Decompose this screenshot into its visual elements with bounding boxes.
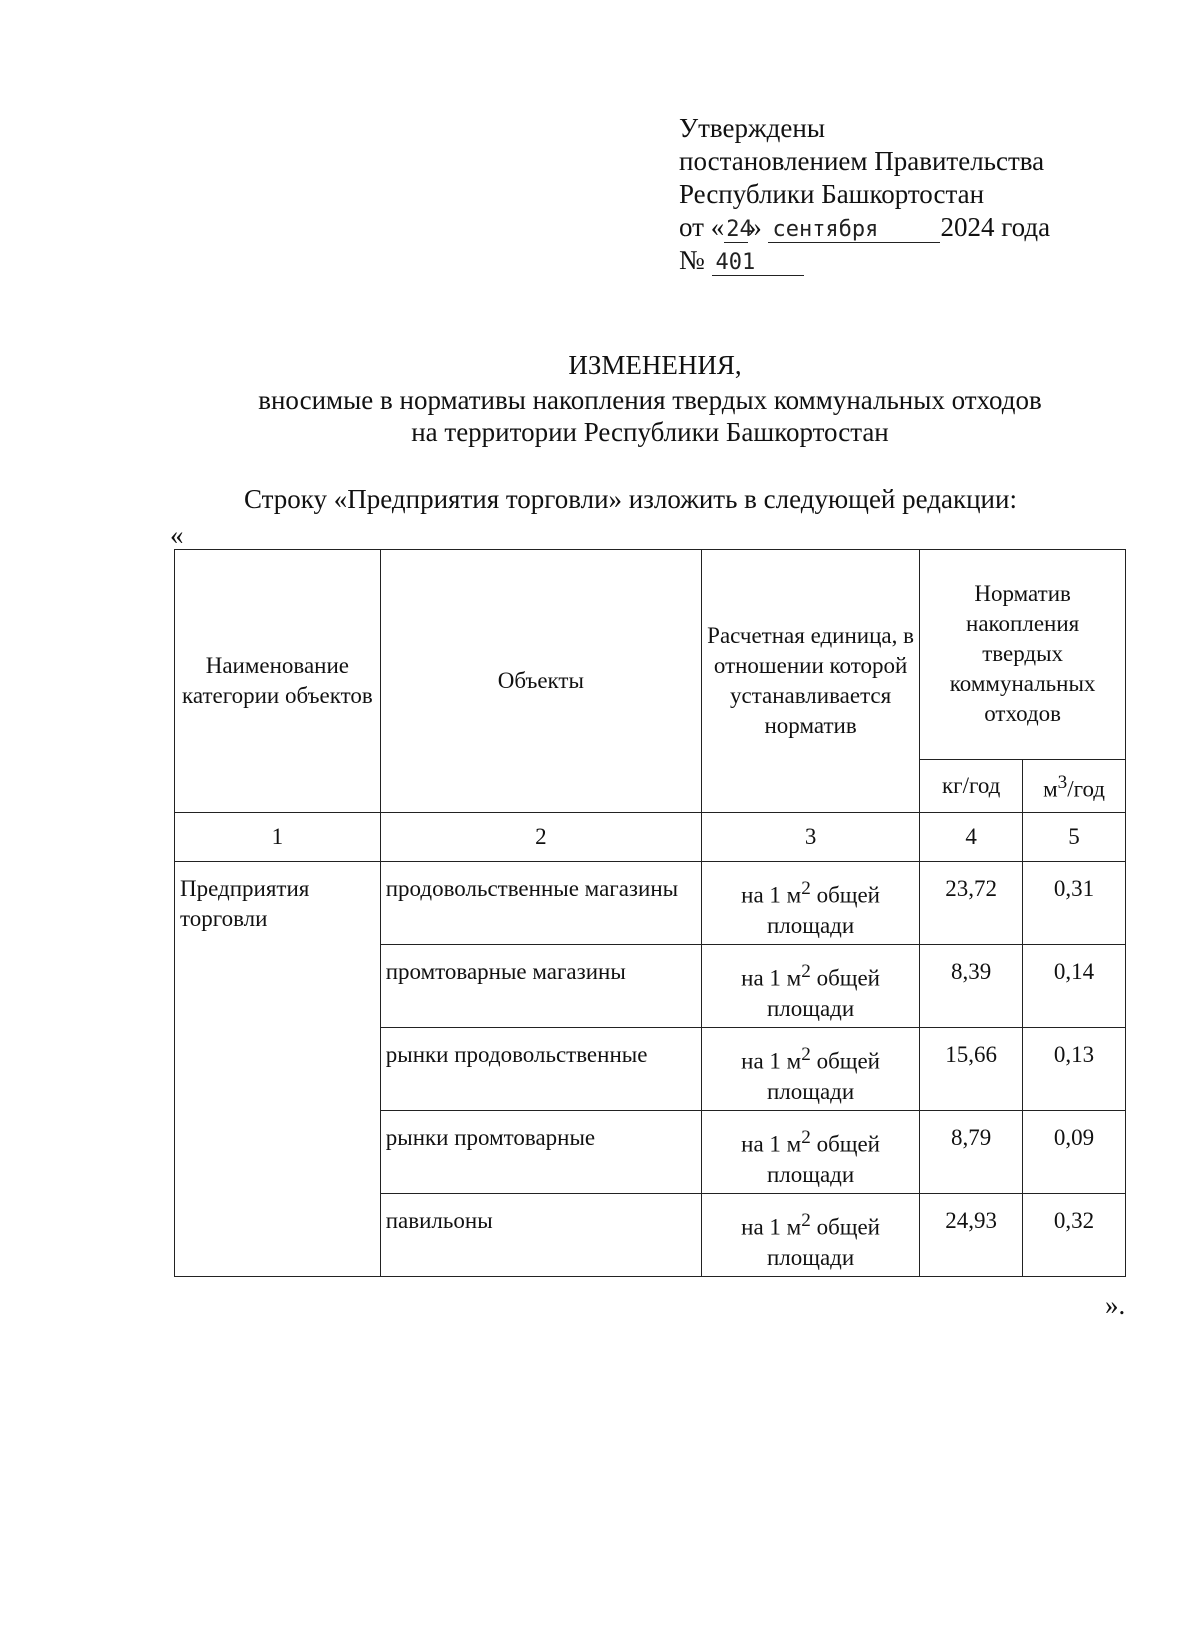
approval-date — [679, 211, 1050, 244]
object-cell: промтоварные магазины — [380, 945, 701, 1028]
unit-pre: на 1 м — [741, 1048, 802, 1074]
unit-sup: 2 — [801, 961, 811, 982]
m3-tail: /год — [1067, 776, 1106, 802]
approval-block — [679, 112, 1050, 277]
unit-post: общей площади — [766, 965, 880, 1021]
instruction-text: Строку «Предприятия торговли» изложить в следующей редакции: — [244, 484, 1017, 514]
kg-value: 15,66 — [920, 1028, 1023, 1111]
date-year: 2024 года — [940, 212, 1051, 242]
kg-value: 23,72 — [920, 862, 1023, 945]
unit-sup: 2 — [801, 1210, 811, 1231]
m3-value: 0,14 — [1023, 945, 1126, 1028]
unit-sup: 2 — [801, 1044, 811, 1065]
unit-cell — [701, 945, 919, 1028]
date-month: сентября — [768, 218, 940, 243]
kg-value: 8,79 — [920, 1111, 1023, 1194]
header-norm: Норматив накопления твердых коммунальных отходов — [920, 550, 1126, 760]
unit-post: общей площади — [766, 1048, 880, 1104]
unit-post: общей площади — [766, 1214, 880, 1270]
object-cell: рынки продовольственные — [380, 1028, 701, 1111]
m3-value: 0,09 — [1023, 1111, 1126, 1194]
unit-cell — [701, 1028, 919, 1111]
approval-line-3: Республики Башкортостан — [679, 179, 985, 209]
norms-table — [174, 549, 1126, 1277]
header-kg-per-year: кг/год — [920, 759, 1023, 812]
approval-line-1: Утверждены — [679, 113, 825, 143]
subtitle-line-1: вносимые в нормативы накопления твердых коммунальных отходов — [258, 385, 1042, 415]
document-number: 401 — [712, 251, 804, 276]
column-number: 5 — [1023, 813, 1126, 862]
header-category: Наименование категории объектов — [175, 550, 381, 813]
document-title: ИЗМЕНЕНИЯ, — [568, 350, 742, 380]
table-row — [175, 862, 1126, 945]
m3-value: 0,13 — [1023, 1028, 1126, 1111]
header-unit: Расчетная единица, в отношении которой устанавливается норматив — [701, 550, 919, 813]
header-m3-per-year — [1023, 759, 1126, 812]
unit-pre: на 1 м — [741, 882, 802, 908]
unit-cell — [701, 1111, 919, 1194]
column-numbers-row — [175, 813, 1126, 862]
category-cell: Предприятия торговли — [175, 862, 381, 1277]
unit-post: общей площади — [766, 1131, 880, 1187]
m3-sup: 3 — [1057, 771, 1068, 793]
object-cell: продовольственные магазины — [380, 862, 701, 945]
unit-cell — [701, 1194, 919, 1277]
unit-sup: 2 — [801, 1127, 811, 1148]
closing-quote: ». — [1105, 1290, 1126, 1320]
object-cell: рынки промтоварные — [380, 1111, 701, 1194]
unit-sup: 2 — [801, 878, 811, 899]
approval-line-2: постановлением Правительства — [679, 146, 1045, 176]
date-prefix: от « — [679, 212, 725, 242]
unit-post: общей площади — [766, 882, 880, 938]
unit-pre: на 1 м — [741, 1214, 802, 1240]
number-prefix: № — [679, 245, 705, 275]
unit-pre: на 1 м — [741, 965, 802, 991]
approval-number — [679, 244, 1050, 277]
kg-value: 24,93 — [920, 1194, 1023, 1277]
subtitle-line-2: на территории Республики Башкортостан — [411, 417, 889, 447]
opening-quote: « — [170, 520, 184, 550]
header-objects: Объекты — [380, 550, 701, 813]
m3-value: 0,31 — [1023, 862, 1126, 945]
object-cell: павильоны — [380, 1194, 701, 1277]
m3-base: м — [1043, 776, 1058, 802]
date-day: 24 — [726, 217, 753, 242]
unit-cell — [701, 862, 919, 945]
m3-value: 0,32 — [1023, 1194, 1126, 1277]
kg-value: 8,39 — [920, 945, 1023, 1028]
column-number: 4 — [920, 813, 1023, 862]
date-mid: » — [748, 212, 762, 242]
unit-pre: на 1 м — [741, 1131, 802, 1157]
column-number: 3 — [701, 813, 919, 862]
column-number: 1 — [175, 813, 381, 862]
column-number: 2 — [380, 813, 701, 862]
document-subtitle — [0, 384, 1200, 448]
